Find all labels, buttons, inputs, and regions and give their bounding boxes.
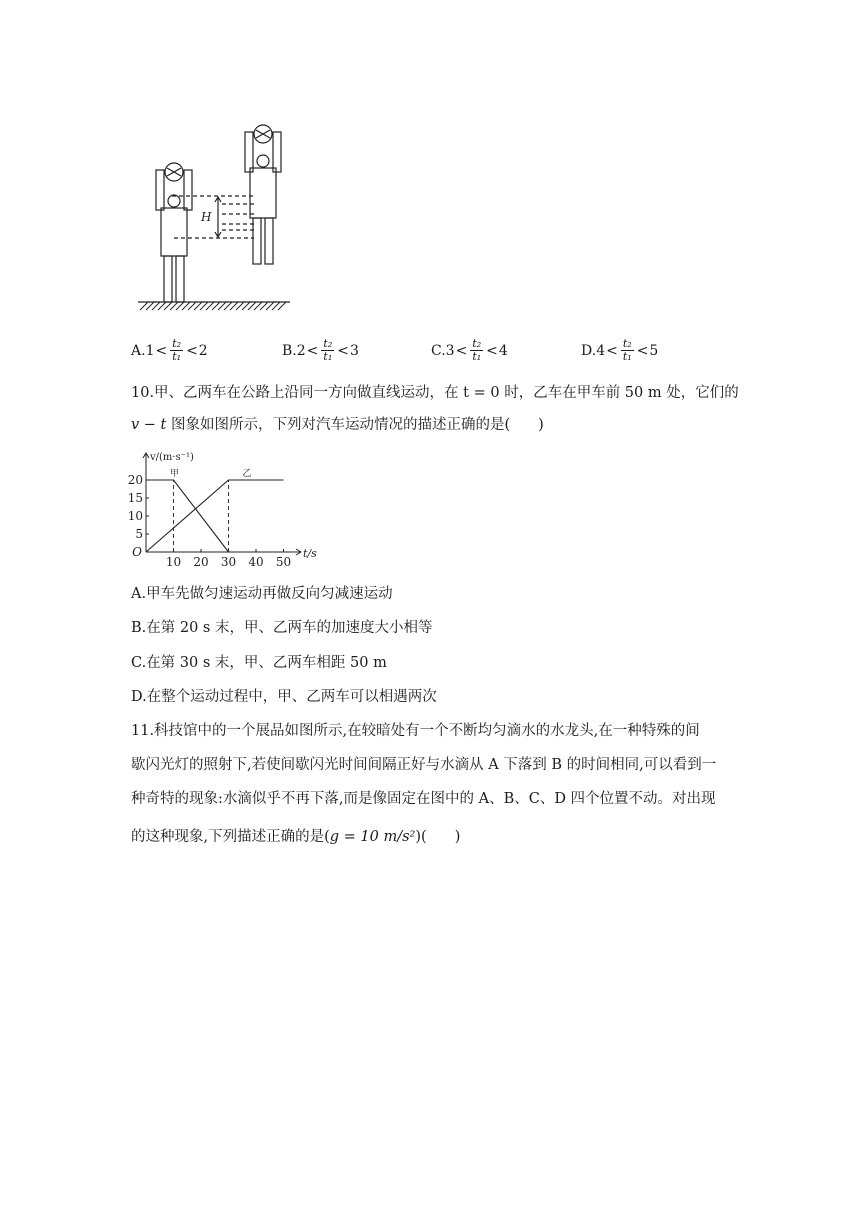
q10-stem-line1: 10.甲、乙两车在公路上沿同一方向做直线运动，在 t = 0 时，乙车在甲车前 50 m 处，它们的	[131, 385, 739, 401]
option-high: 2	[198, 342, 208, 359]
ratio-fraction: $\frac{\text{t₂}}{\text{t₁}}$	[323, 337, 333, 363]
answer-paren-close: )	[454, 829, 461, 845]
q10-stem-line2	[131, 415, 544, 435]
x-tick-label: 50	[275, 555, 292, 569]
x-tick-label: 30	[220, 555, 237, 569]
answer-paren-close: )	[538, 417, 544, 433]
option-letter: D.	[581, 342, 597, 359]
x-axis-label: t/s	[303, 547, 317, 560]
option-low: 1	[145, 342, 155, 359]
q9-option-c[interactable]: C. 3 < $\frac{\text{t₂}}{\text{t₁}}$ < 4	[431, 337, 508, 363]
y-tick-label: 10	[128, 509, 143, 523]
q10-option-c[interactable]: C.在第 30 s 末，甲、乙两车相距 50 m	[131, 655, 387, 671]
series-label-jia: 甲	[170, 469, 180, 479]
option-low: 3	[445, 342, 455, 359]
ratio-fraction: $\frac{\text{t₂}}{\text{t₁}}$	[172, 337, 182, 363]
gravity-value: g = 10 m/s²	[329, 829, 416, 845]
q10-option-a[interactable]: A.甲车先做匀速运动再做反向匀减速运动	[131, 586, 393, 602]
y-axis-label: v/(m·s⁻¹)	[150, 452, 194, 463]
vt-symbol: v − t	[131, 417, 167, 433]
q11-stem-line4	[131, 827, 460, 847]
option-letter: C.	[431, 342, 446, 359]
q9-option-b[interactable]: B. 2 < $\frac{\text{t₂}}{\text{t₁}}$ < 3	[282, 337, 359, 363]
q9-option-a[interactable]: A. 1 < $\frac{\text{t₂}}{\text{t₁}}$ < 2	[131, 337, 208, 363]
jump-figure	[130, 118, 300, 318]
series-label-yi: 乙	[242, 469, 252, 479]
x-tick-label: 20	[193, 555, 209, 569]
option-letter: B.	[282, 342, 297, 359]
x-tick-label: 10	[165, 555, 182, 569]
series-line-yi	[146, 480, 284, 552]
q9-option-d[interactable]: D. 4 < $\frac{\text{t₂}}{\text{t₁}}$ < 5	[581, 337, 659, 363]
origin-label: O	[132, 545, 142, 559]
option-low: 2	[296, 342, 306, 359]
q11-stem-line2: 歇闪光灯的照射下,若使间歇闪光时间间隔正好与水滴从 A 下落到 B 的时间相同,可以看到一	[131, 757, 717, 773]
x-tick-label: 40	[248, 555, 264, 569]
q11-stem-line3: 种奇特的现象:水滴似乎不再下落,而是像固定在图中的 A、B、C、D 四个位置不动。对出现	[131, 791, 716, 807]
option-high: 5	[649, 342, 659, 359]
option-high: 3	[349, 342, 359, 359]
ratio-fraction: $\frac{\text{t₂}}{\text{t₁}}$	[622, 337, 632, 363]
ratio-fraction: $\frac{\text{t₂}}{\text{t₁}}$	[472, 337, 482, 363]
q10-option-b[interactable]: B.在第 20 s 末，甲、乙两车的加速度大小相等	[131, 620, 433, 636]
y-tick-label: 15	[128, 491, 143, 505]
y-tick-label: 5	[135, 527, 143, 541]
q10-stem-text: 图象如图所示，下列对汽车运动情况的描述正确的是(	[166, 417, 511, 433]
option-high: 4	[498, 342, 508, 359]
option-low: 4	[596, 342, 606, 359]
vt-chart	[128, 448, 328, 573]
q10-option-d[interactable]: D.在整个运动过程中，甲、乙两车可以相遇两次	[131, 689, 437, 705]
q11-stem-line1: 11.科技馆中的一个展品如图所示,在较暗处有一个不断均匀滴水的水龙头,在一种特殊的间	[131, 723, 700, 739]
q11-stem-text-tail: )(	[415, 829, 427, 845]
option-letter: A.	[131, 342, 146, 359]
height-label: H	[201, 210, 212, 224]
q11-stem-text: 的这种现象,下列描述正确的是(	[131, 829, 330, 845]
y-tick-label: 20	[128, 473, 143, 487]
